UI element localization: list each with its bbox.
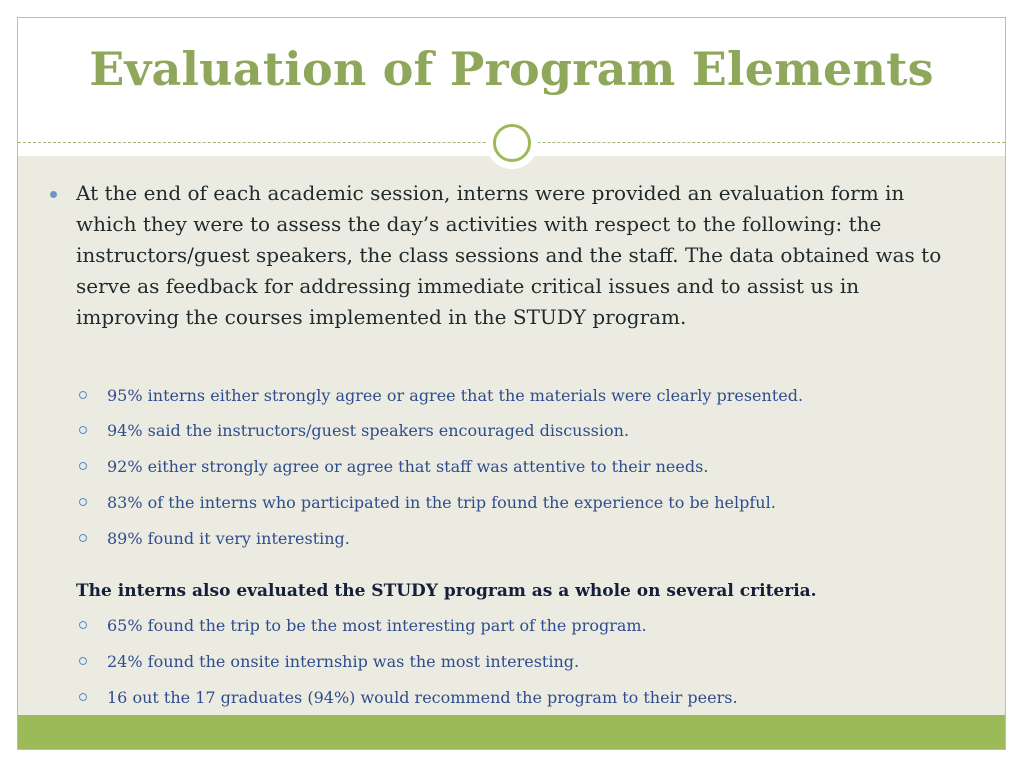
- list-item-text: 95% interns either strongly agree or agree that the materials were clearly presented.: [107, 386, 804, 405]
- list-item-text: 83% of the interns who participated in the trip found the experience to be helpful.: [107, 493, 776, 512]
- circle-ring-icon: [493, 124, 531, 162]
- hollow-bullet-icon: [79, 621, 87, 629]
- list-item-text: 92% either strongly agree or agree that staff was attentive to their needs.: [107, 457, 709, 476]
- list-item: [107, 421, 977, 440]
- circle-ornament-icon: [486, 117, 538, 169]
- list-item: [107, 652, 977, 671]
- slide-title: Evaluation of Program Elements: [89, 42, 934, 96]
- list-item-text: 94% said the instructors/guest speakers encouraged discussion.: [107, 421, 630, 440]
- list-item: [107, 386, 977, 405]
- hollow-bullet-icon: [79, 657, 87, 665]
- hollow-bullet-icon: [79, 462, 87, 470]
- list-item-text: 24% found the onsite internship was the most interesting.: [107, 652, 580, 671]
- hollow-bullet-icon: [79, 391, 87, 399]
- footer-bar: [18, 715, 1005, 750]
- list-item: [107, 493, 977, 512]
- list-item: [107, 457, 977, 476]
- list-item: [107, 616, 977, 635]
- list-item: [107, 688, 977, 707]
- list-item: [107, 529, 977, 548]
- hollow-bullet-icon: [79, 426, 87, 434]
- slide: [17, 17, 1006, 750]
- hollow-bullet-icon: [79, 693, 87, 701]
- list-item-text: 65% found the trip to be the most interesting part of the program.: [107, 616, 647, 635]
- list-item-text: 16 out the 17 graduates (94%) would recommend the program to their peers.: [107, 688, 738, 707]
- hollow-bullet-icon: [79, 498, 87, 506]
- list-item-text: 89% found it very interesting.: [107, 529, 350, 548]
- main-bullet-text: At the end of each academic session, interns were provided an evaluation form in which they were to assess the day’s activities with respect to the following: the instructors/guest speakers, the class sessions and the staff. The data obtained was to serve as feedback for addressing immediate critical issues and to assist us in improving the courses implemented in the STUDY program.: [76, 181, 942, 329]
- program-heading: The interns also evaluated the STUDY program as a whole on several criteria.: [76, 581, 817, 601]
- hollow-bullet-icon: [79, 534, 87, 542]
- bullet-dot-icon: [50, 191, 57, 198]
- main-bullet: [76, 178, 966, 333]
